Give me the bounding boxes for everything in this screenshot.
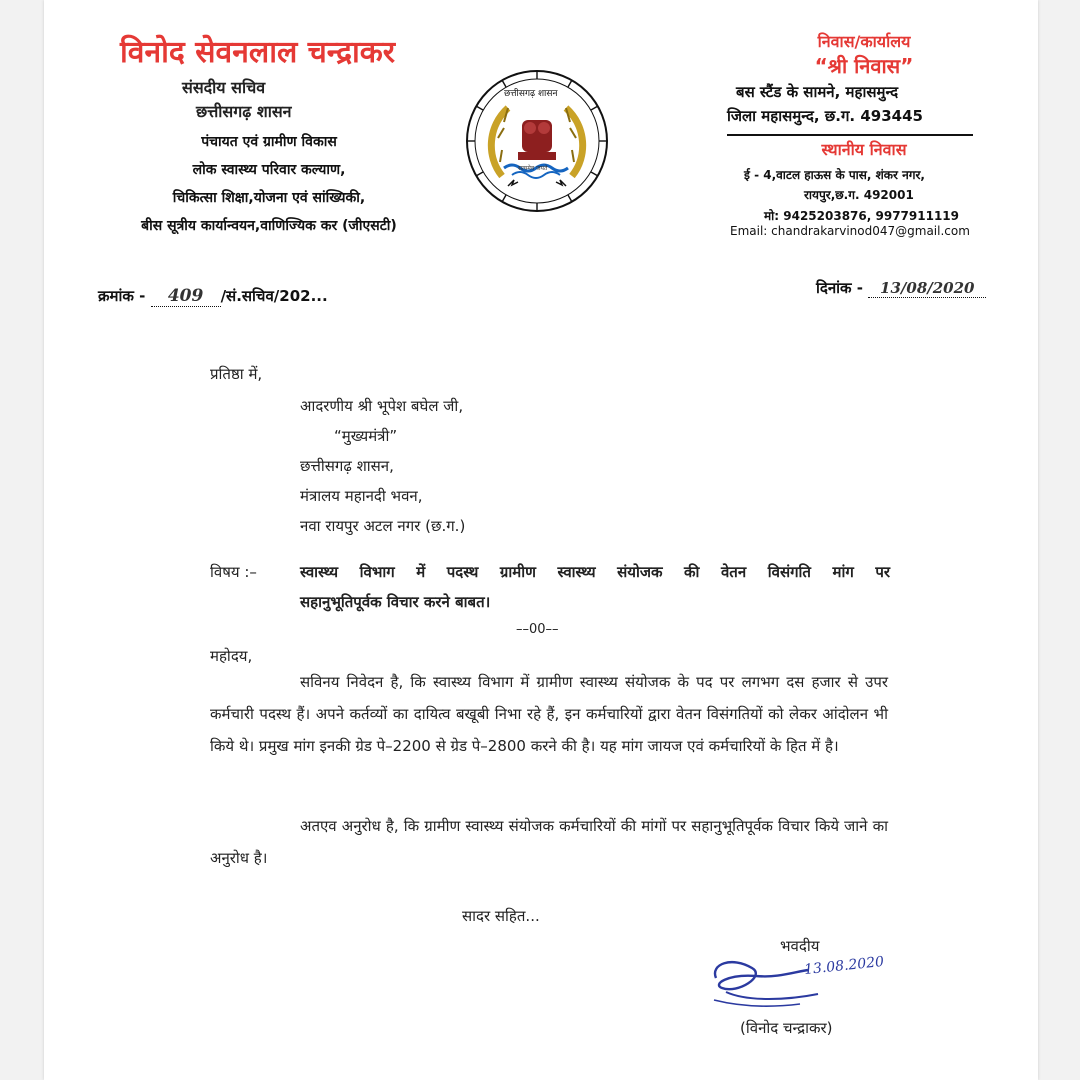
handwritten-reference-number: 409 xyxy=(151,286,221,307)
subject-label: विषय :– xyxy=(210,563,257,581)
designation-line-2: छत्तीसगढ़ शासन xyxy=(196,102,292,121)
emblem-motto: सत्यमेव जयते xyxy=(518,165,548,172)
letter-page xyxy=(44,0,1038,1080)
closing: सादर सहित... xyxy=(462,907,540,925)
handwritten-date: 13/08/2020 xyxy=(868,279,986,298)
date-line xyxy=(816,278,986,298)
addressee-line: नवा रायपुर अटल नगर (छ.ग.) xyxy=(300,517,466,535)
local-address-line-2: रायपुर,छ.ग. 492001 xyxy=(804,188,914,202)
signature xyxy=(708,948,898,1012)
phone-numbers: मो: 9425203876, 9977911119 xyxy=(764,209,959,223)
house-name: “श्री निवास” xyxy=(814,54,914,78)
portfolio-item: चिकित्सा शिक्षा,योजना एवं सांख्यिकी, xyxy=(172,190,366,206)
sender-name: विनोद सेवनलाल चन्द्राकर xyxy=(120,35,396,70)
addressee-line: मंत्रालय महानदी भवन, xyxy=(300,487,423,505)
local-residence-label: स्थानीय निवास xyxy=(821,140,907,159)
addressee-line: छत्तीसगढ़ शासन, xyxy=(300,457,394,475)
date-label: दिनांक - xyxy=(816,279,864,297)
salutation-to: प्रतिष्ठा में, xyxy=(210,365,263,383)
office-label: निवास/कार्यालय xyxy=(817,32,911,51)
address-line-1: बस स्टैंड के सामने, महासमुन्द xyxy=(736,83,899,101)
body-paragraph-2: अतएव अनुरोध है, कि ग्रामीण स्वास्थ्य संयोजक कर्मचारियों की मांगों पर सहानुभूतिपूर्वक विचार किये जाने का अनुरोध है। xyxy=(210,817,888,867)
portfolio-item: लोक स्वास्थ्य परिवार कल्याण, xyxy=(192,162,346,178)
reference-label: क्रमांक - xyxy=(98,287,146,305)
yours-faithfully: भवदीय xyxy=(780,937,820,955)
addressee-line: “मुख्यमंत्री” xyxy=(334,427,398,445)
portfolio-list xyxy=(104,128,434,240)
portfolio-item: पंचायत एवं ग्रामीण विकास xyxy=(201,134,337,150)
email-address: Email: chandrakarvinod047@gmail.com xyxy=(730,224,970,238)
subject-line-1: स्वास्थ्य विभाग में पदस्थ ग्रामीण स्वास्थ्य संयोजक की वेतन विसंगति मांग पर xyxy=(300,563,890,581)
address-divider xyxy=(727,134,973,136)
emblem-ring-text: छत्तीसगढ़ शासन xyxy=(504,89,558,99)
subject-line-2: सहानुभूतिपूर्वक विचार करने बाबत। xyxy=(300,593,491,611)
designation-line-1: संसदीय सचिव xyxy=(182,78,266,97)
address-line-2: जिला महासमुन्द, छ.ग. 493445 xyxy=(727,107,923,125)
addressee-line: आदरणीय श्री भूपेश बघेल जी, xyxy=(300,397,464,415)
separator-mark: ––00–– xyxy=(516,622,559,637)
signatory-name: (विनोद चन्द्राकर) xyxy=(740,1019,833,1037)
reference-line xyxy=(98,286,328,307)
portfolio-item: बीस सूत्रीय कार्यान्वयन,वाणिज्यिक कर (जीएसटी) xyxy=(141,218,397,234)
chhattisgarh-emblem xyxy=(464,68,610,214)
body-paragraph-1: सविनय निवेदन है, कि स्वास्थ्य विभाग में ग्रामीण स्वास्थ्य संयोजक के पद पर लगभग दस हजार से उपर कर्मचारी पदस्थ हैं। अपने कर्तव्यों का दायित्व बखूबी निभा रहे हैं, इन कर्मचारियों द्वारा वेतन विसंगतियों को लेकर आंदोलन भी किये थे। प्रमुख मांग इनकी ग्रेड पे–2200 से ग्रेड पे–2800 करने की है। यह मांग जायज एवं कर्मचारियों के हित में है। xyxy=(210,673,888,755)
reference-suffix: /सं.सचिव/202... xyxy=(220,287,328,305)
signature-date-scribble: 13.08.2020 xyxy=(803,953,885,979)
local-address-line-1: ई - 4,वाटल हाऊस के पास, शंकर नगर, xyxy=(744,168,925,182)
greeting: महोदय, xyxy=(210,647,253,665)
